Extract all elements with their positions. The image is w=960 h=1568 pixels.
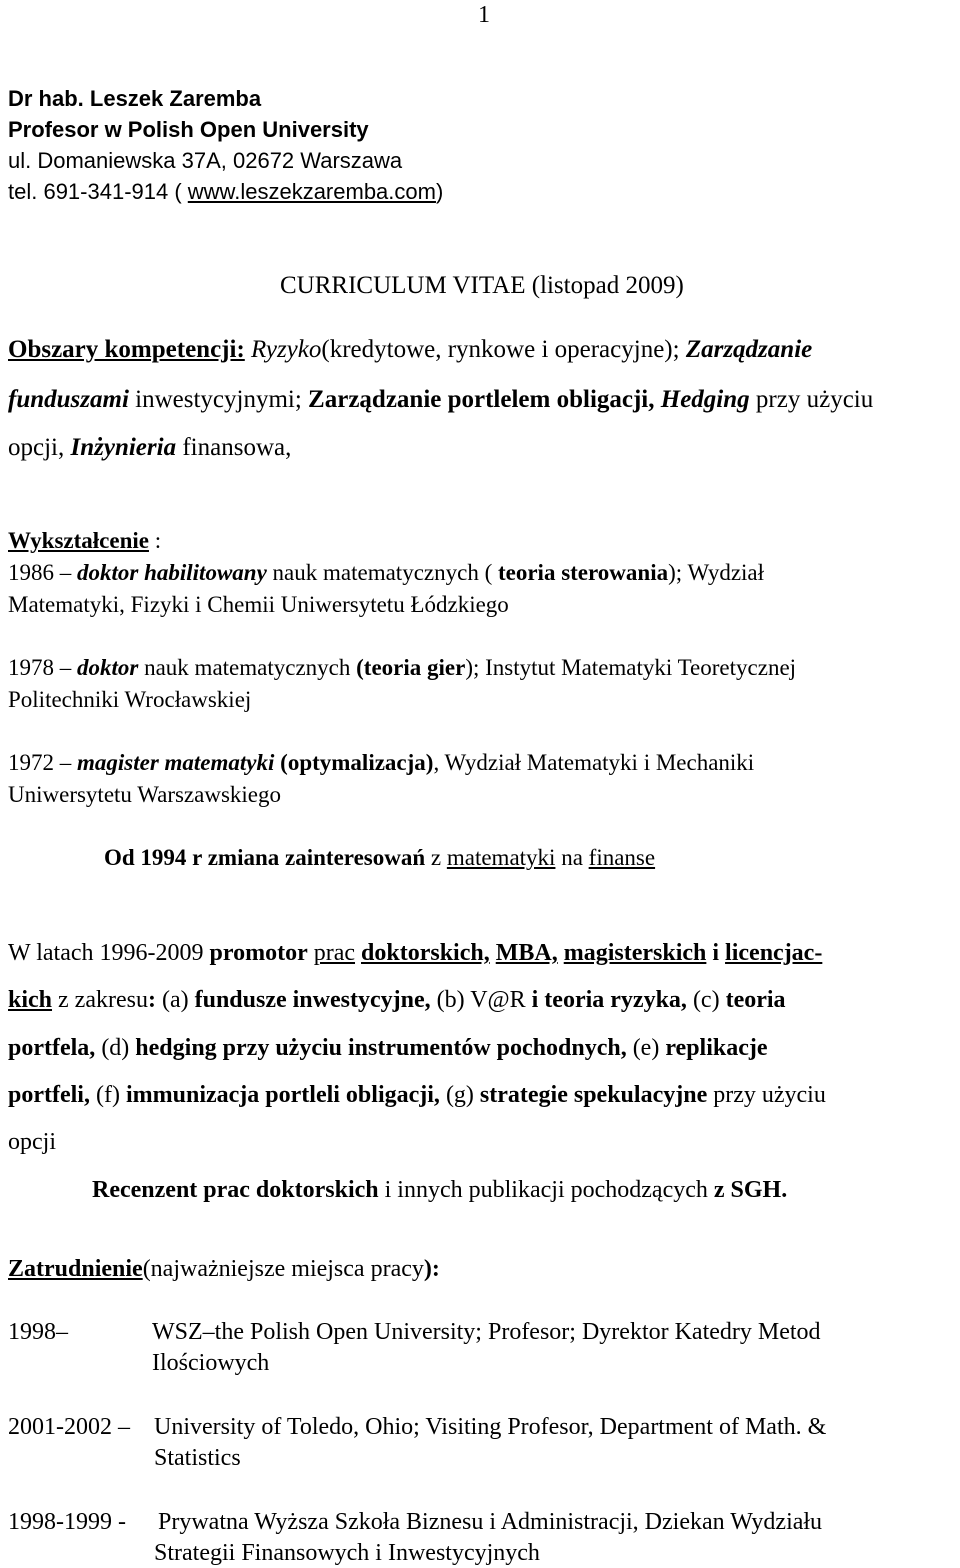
comp-engineering: Inżynieria: [70, 434, 177, 461]
employment-label: Zatrudnienie: [8, 1256, 143, 1282]
job-line-1: University of Toledo, Ohio; Visiting Profesor, Department of Math. &: [154, 1414, 827, 1440]
employment-label-rest: (najważniejsze miejsca pracy: [142, 1256, 424, 1282]
author-name: Dr hab. Leszek Zaremba: [8, 86, 262, 111]
edu-field: teoria sterowania: [497, 560, 669, 585]
job-years: 2001-2002 –: [8, 1414, 130, 1440]
prom-topic-c-cont: portfela,: [8, 1035, 96, 1061]
edu-field: (teoria gier: [356, 655, 466, 680]
prom-text: (d): [95, 1035, 136, 1061]
prom-text: (c): [686, 987, 726, 1013]
change-text: z: [425, 845, 447, 870]
prom-prac: prac: [313, 940, 356, 966]
prom-masters: magisterskich: [563, 940, 707, 966]
education-1986-line-2: Matematyki, Fizyki i Chemii Uniwersytetu Łódzkiego: [8, 592, 509, 617]
reviewer-strong: Recenzent prac doktorskich: [92, 1177, 379, 1203]
prom-topic-e: replikacje: [665, 1035, 768, 1061]
phone-close: ): [435, 179, 444, 204]
prom-text: z zakresu: [52, 987, 148, 1013]
prom-topic-f: immunizacja portleli obligacji,: [125, 1082, 440, 1108]
comp-funds: funduszami: [8, 386, 129, 413]
education-1978-line-1: [8, 655, 796, 681]
phone-text: tel. 691-341-914 (: [8, 179, 188, 204]
promoter-line-2: [8, 987, 786, 1014]
edu-text: nauk matematycznych (: [266, 560, 498, 585]
competencies-line-1: [8, 336, 812, 364]
comp-bond-portfolio: Zarządzanie portlelem obligacji,: [308, 386, 661, 413]
job-line-2: Strategii Finansowych i Inwestycyjnych: [154, 1540, 540, 1566]
education-1986-line-1: [8, 560, 764, 586]
prom-bachelor-cont: kich: [8, 987, 53, 1013]
cv-title-main: CURRICULUM VITAE: [280, 272, 526, 299]
job-years: 1998–: [8, 1319, 68, 1345]
prom-text: W latach 1996-2009: [8, 940, 210, 966]
prom-promotor: promotor: [209, 940, 308, 966]
comp-text: przy użyciu: [749, 386, 874, 413]
prom-topic-c: teoria: [725, 987, 786, 1013]
prom-text: przy użyciu: [707, 1082, 826, 1108]
prom-topic-b: i teoria ryzyka,: [531, 987, 687, 1013]
prom-text: (b): [430, 987, 471, 1013]
cv-title-date: (listopad 2009): [525, 272, 684, 299]
job-line-2: Ilościowych: [152, 1350, 270, 1376]
author-phone: [8, 179, 443, 205]
interest-change: [104, 845, 655, 871]
author-title: Profesor w Polish Open University: [8, 117, 369, 142]
change-math: matematyki: [446, 845, 556, 870]
edu-field: (optymalizacja): [274, 750, 434, 775]
prom-text: (f): [89, 1082, 126, 1108]
edu-text: ); Wydział: [668, 560, 765, 585]
prom-doctoral: doktorskich,: [361, 940, 490, 966]
edu-degree: magister matematyki: [77, 750, 275, 775]
promoter-line-1: [8, 940, 822, 967]
edu-text: ); Instytut Matematyki Teoretycznej: [465, 655, 797, 680]
comp-hedging: Hedging: [660, 386, 750, 413]
edu-text: 1978 –: [8, 655, 77, 680]
reviewer-text: i innych publikacji pochodzących: [378, 1177, 714, 1203]
education-colon: :: [148, 528, 162, 553]
education-label: Wykształcenie: [8, 528, 149, 553]
prom-var: V@R: [470, 987, 526, 1013]
job-line-1: WSZ–the Polish Open University; Profesor; Dyrektor Katedry Metod: [152, 1319, 821, 1345]
prom-bachelor: licencjac-: [725, 940, 823, 966]
comp-text: opcji,: [8, 434, 71, 461]
promoter-line-5: opcji: [8, 1129, 56, 1155]
page-number: 1: [478, 2, 490, 28]
prom-and: i: [712, 940, 720, 966]
employment-heading: [8, 1256, 440, 1283]
competencies-line-2: [8, 386, 873, 414]
prom-text: (g): [439, 1082, 480, 1108]
competencies-label: Obszary kompetencji:: [8, 336, 245, 363]
edu-text: , Wydział Matematyki i Mechaniki: [433, 750, 755, 775]
comp-text: inwestycyjnymi;: [128, 386, 309, 413]
cv-title: [280, 272, 684, 300]
education-1978-line-2: Politechniki Wrocławskiej: [8, 687, 252, 712]
prom-topic-e-cont: portfeli,: [8, 1082, 90, 1108]
job-years: 1998-1999 -: [8, 1509, 138, 1535]
website-link[interactable]: www.leszekzaremba.com: [187, 179, 436, 204]
comp-text: finansowa,: [176, 434, 292, 461]
prom-text: (e): [626, 1035, 666, 1061]
comp-text: (kredytowe, rynkowe i operacyjne);: [321, 336, 686, 363]
prom-topic-g: strategie spekulacyjne: [479, 1082, 708, 1108]
comp-management: Zarządzanie: [685, 336, 813, 363]
prom-text: (a): [155, 987, 195, 1013]
employment-label-end: ):: [423, 1256, 440, 1282]
edu-text: nauk matematycznych: [138, 655, 357, 680]
competencies-line-3: [8, 434, 291, 462]
education-1972-line-1: [8, 750, 754, 776]
reviewer-line: [92, 1177, 787, 1204]
change-finance: finanse: [588, 845, 656, 870]
education-heading: [8, 528, 161, 554]
prom-colon: :: [147, 987, 156, 1013]
change-text: na: [555, 845, 589, 870]
edu-degree: doktor habilitowany: [77, 560, 267, 585]
change-strong: Od 1994 r zmiana zainteresowań: [104, 845, 426, 870]
comp-risk: Ryzyko: [251, 336, 322, 363]
promoter-line-3: [8, 1035, 768, 1062]
job-line-1: Prywatna Wyższa Szkoła Biznesu i Administracji, Dziekan Wydziału: [158, 1509, 823, 1535]
prom-mba: MBA,: [495, 940, 558, 966]
author-address: ul. Domaniewska 37A, 02672 Warszawa: [8, 148, 403, 173]
edu-text: 1972 –: [8, 750, 77, 775]
promoter-line-4: [8, 1082, 826, 1109]
prom-topic-a: fundusze inwestycyjne,: [194, 987, 431, 1013]
edu-text: 1986 –: [8, 560, 77, 585]
job-line-2: Statistics: [154, 1445, 241, 1471]
prom-topic-d: hedging przy użyciu instrumentów pochodnych,: [135, 1035, 627, 1061]
education-1972-line-2: Uniwersytetu Warszawskiego: [8, 782, 282, 807]
edu-degree: doktor: [77, 655, 139, 680]
reviewer-sgh: z SGH.: [713, 1177, 788, 1203]
